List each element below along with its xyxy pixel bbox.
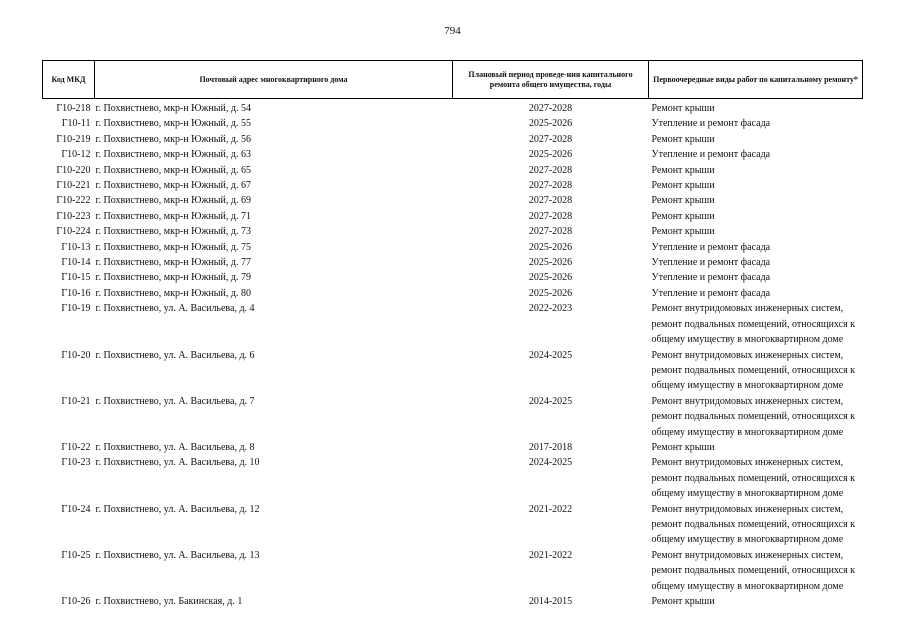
cell-period: 2025-2026 bbox=[528, 272, 573, 284]
cell-address: г. Похвистнево, ул. А. Васильева, д. 12 bbox=[95, 503, 260, 515]
cell-code: Г10-224 bbox=[56, 226, 91, 238]
cell-code: Г10-11 bbox=[61, 118, 91, 130]
cell-address: г. Похвистнево, мкр-н Южный, д. 55 bbox=[95, 118, 251, 130]
table-row bbox=[43, 178, 863, 193]
cell-period: 2027-2028 bbox=[528, 103, 573, 114]
table-row bbox=[43, 163, 863, 178]
cell-period: 2027-2028 bbox=[528, 226, 573, 238]
cell-works: Утепление и ремонт фасада bbox=[651, 257, 771, 269]
cell-period: 2017-2018 bbox=[528, 441, 573, 453]
table-row bbox=[43, 286, 863, 301]
cell-works: Утепление и ремонт фасада bbox=[651, 272, 771, 284]
cell-period: 2014-2015 bbox=[528, 596, 573, 607]
cell-period: 2027-2028 bbox=[528, 164, 573, 176]
cell-code: Г10-22 bbox=[61, 441, 91, 453]
cell-period: 2021-2022 bbox=[528, 549, 573, 561]
cell-code: Г10-21 bbox=[61, 395, 91, 407]
cell-code: Г10-218 bbox=[56, 103, 91, 114]
cell-code: Г10-222 bbox=[56, 195, 91, 207]
cell-address: г. Похвистнево, ул. А. Васильева, д. 7 bbox=[95, 395, 255, 407]
cell-code: Г10-220 bbox=[56, 164, 91, 176]
cell-period: 2024-2025 bbox=[528, 457, 573, 469]
cell-address: г. Похвистнево, мкр-н Южный, д. 75 bbox=[95, 241, 251, 253]
cell-address: г. Похвистнево, мкр-н Южный, д. 65 bbox=[95, 164, 251, 176]
registry-table bbox=[42, 60, 863, 609]
cell-works: Утепление и ремонт фасада bbox=[651, 241, 771, 253]
cell-address: г. Похвистнево, ул. А. Васильева, д. 10 bbox=[95, 457, 260, 469]
cell-period: 2025-2026 bbox=[528, 241, 573, 253]
table-row bbox=[43, 255, 863, 270]
cell-code: Г10-24 bbox=[61, 503, 91, 515]
table-row bbox=[43, 270, 863, 285]
cell-address: г. Похвистнево, мкр-н Южный, д. 71 bbox=[95, 210, 251, 222]
cell-code: Г10-223 bbox=[56, 210, 91, 222]
cell-period: 2025-2026 bbox=[528, 257, 573, 269]
cell-period: 2027-2028 bbox=[528, 133, 573, 145]
table-row bbox=[43, 348, 863, 394]
cell-code: Г10-20 bbox=[61, 349, 91, 361]
cell-address: г. Похвистнево, мкр-н Южный, д. 77 bbox=[95, 257, 251, 269]
table-row bbox=[43, 301, 863, 347]
cell-address: г. Похвистнево, ул. А. Васильева, д. 13 bbox=[95, 549, 260, 561]
cell-period: 2027-2028 bbox=[528, 210, 573, 222]
cell-period: 2025-2026 bbox=[528, 149, 573, 161]
table-row bbox=[43, 455, 863, 501]
cell-works: Ремонт внутридомовых инженерных систем, ремонт подвальных помещений, относящихся к общему имуществу в многоквартирном доме bbox=[651, 395, 856, 438]
table-header bbox=[43, 61, 863, 99]
cell-address: г. Похвистнево, мкр-н Южный, д. 67 bbox=[95, 180, 251, 192]
cell-address: г. Похвистнево, ул. Бакинская, д. 1 bbox=[95, 596, 243, 607]
cell-works: Ремонт внутридомовых инженерных систем, ремонт подвальных помещений, относящихся к общему имуществу в многоквартирном доме bbox=[651, 303, 856, 346]
cell-works: Утепление и ремонт фасада bbox=[651, 118, 771, 130]
cell-address: г. Похвистнево, ул. А. Васильева, д. 6 bbox=[95, 349, 255, 361]
cell-works: Ремонт крыши bbox=[651, 133, 715, 145]
cell-code: Г10-16 bbox=[61, 287, 91, 299]
cell-period: 2024-2025 bbox=[528, 395, 573, 407]
cell-works: Ремонт крыши bbox=[651, 180, 715, 192]
cell-code: Г10-19 bbox=[61, 303, 91, 315]
cell-address: г. Похвистнево, мкр-н Южный, д. 63 bbox=[95, 149, 251, 161]
cell-works: Ремонт крыши bbox=[651, 596, 715, 607]
cell-address: г. Похвистнево, мкр-н Южный, д. 79 bbox=[95, 272, 251, 284]
table-row bbox=[43, 440, 863, 455]
cell-works: Ремонт внутридомовых инженерных систем, ремонт подвальных помещений, относящихся к общему имуществу в многоквартирном доме bbox=[651, 503, 856, 546]
cell-works: Ремонт внутридомовых инженерных систем, ремонт подвальных помещений, относящихся к общему имуществу в многоквартирном доме bbox=[651, 349, 856, 392]
cell-code: Г10-23 bbox=[61, 457, 91, 469]
header-period: Плановый период проведе-ния капитального ремонта общего имущества, годы bbox=[453, 61, 649, 99]
table-row bbox=[43, 209, 863, 224]
table-row bbox=[43, 147, 863, 162]
cell-period: 2027-2028 bbox=[528, 180, 573, 192]
cell-address: г. Похвистнево, мкр-н Южный, д. 69 bbox=[95, 195, 251, 207]
cell-works: Ремонт крыши bbox=[651, 164, 715, 176]
cell-works: Ремонт внутридомовых инженерных систем, ремонт подвальных помещений, относящихся к общему имуществу в многоквартирном доме bbox=[651, 549, 856, 592]
cell-works: Утепление и ремонт фасада bbox=[651, 149, 771, 161]
cell-period: 2024-2025 bbox=[528, 349, 573, 361]
header-address: Почтовый адрес многоквартирного дома bbox=[95, 61, 453, 99]
table-row bbox=[43, 502, 863, 548]
cell-works: Ремонт крыши bbox=[651, 195, 715, 207]
table-row bbox=[43, 548, 863, 594]
cell-address: г. Похвистнево, мкр-н Южный, д. 56 bbox=[95, 133, 251, 145]
cell-works: Ремонт крыши bbox=[651, 103, 715, 114]
cell-address: г. Похвистнево, мкр-н Южный, д. 80 bbox=[95, 287, 251, 299]
cell-code: Г10-26 bbox=[61, 596, 91, 607]
cell-code: Г10-15 bbox=[61, 272, 91, 284]
cell-works: Ремонт крыши bbox=[651, 210, 715, 222]
page-number: 794 bbox=[444, 25, 461, 37]
cell-code: Г10-13 bbox=[61, 241, 91, 253]
cell-works: Ремонт внутридомовых инженерных систем, ремонт подвальных помещений, относящихся к общему имуществу в многоквартирном доме bbox=[651, 457, 856, 500]
table-row bbox=[43, 394, 863, 440]
cell-works: Ремонт крыши bbox=[651, 226, 715, 238]
header-works: Первоочередные виды работ по капитальному ремонту* bbox=[649, 61, 863, 99]
cell-code: Г10-12 bbox=[61, 149, 91, 161]
cell-period: 2025-2026 bbox=[528, 287, 573, 299]
table-body bbox=[43, 99, 863, 610]
header-row bbox=[43, 61, 863, 99]
cell-period: 2027-2028 bbox=[528, 195, 573, 207]
cell-code: Г10-219 bbox=[56, 133, 91, 145]
table-row bbox=[43, 99, 863, 117]
cell-address: г. Похвистнево, ул. А. Васильева, д. 8 bbox=[95, 441, 255, 453]
cell-code: Г10-14 bbox=[61, 257, 91, 269]
cell-works: Утепление и ремонт фасада bbox=[651, 287, 771, 299]
cell-period: 2025-2026 bbox=[528, 118, 573, 130]
cell-address: г. Похвистнево, ул. А. Васильева, д. 4 bbox=[95, 303, 255, 315]
table-row bbox=[43, 132, 863, 147]
cell-period: 2022-2023 bbox=[528, 303, 573, 315]
cell-address: г. Похвистнево, мкр-н Южный, д. 73 bbox=[95, 226, 251, 238]
table-row bbox=[43, 224, 863, 239]
table-row bbox=[43, 193, 863, 208]
table-row bbox=[43, 116, 863, 131]
cell-works: Ремонт крыши bbox=[651, 441, 715, 453]
cell-code: Г10-25 bbox=[61, 549, 91, 561]
header-code: Код МКД bbox=[43, 61, 95, 99]
table-row bbox=[43, 240, 863, 255]
cell-code: Г10-221 bbox=[56, 180, 91, 192]
cell-address: г. Похвистнево, мкр-н Южный, д. 54 bbox=[95, 103, 251, 114]
table-row bbox=[43, 594, 863, 609]
cell-period: 2021-2022 bbox=[528, 503, 573, 515]
